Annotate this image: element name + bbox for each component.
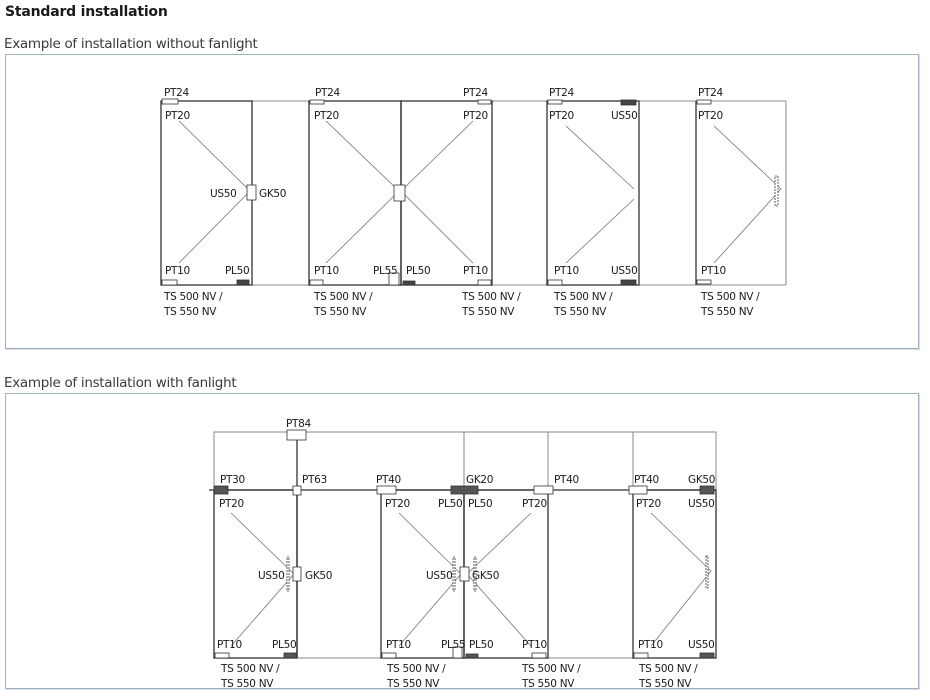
- section-heading-without-fanlight: Example of installation without fanlight: [4, 36, 258, 52]
- svg-text:TS 550 NV: TS 550 NV: [639, 678, 692, 688]
- svg-text:PT24: PT24: [315, 87, 340, 99]
- svg-text:PT10: PT10: [314, 265, 339, 277]
- svg-text:TS 500 NV /: TS 500 NV /: [387, 663, 446, 675]
- svg-text:PT24: PT24: [698, 87, 723, 99]
- svg-text:PT10: PT10: [165, 265, 190, 277]
- svg-text:PT10: PT10: [386, 639, 411, 651]
- svg-text:PT20: PT20: [385, 498, 410, 510]
- svg-text:PT84: PT84: [286, 418, 311, 430]
- svg-text:PT40: PT40: [376, 474, 401, 486]
- svg-text:PT24: PT24: [164, 87, 189, 99]
- svg-text:PL50: PL50: [225, 265, 250, 277]
- svg-text:PL50: PL50: [406, 265, 431, 277]
- svg-text:PT10: PT10: [701, 265, 726, 277]
- svg-text:PT10: PT10: [554, 265, 579, 277]
- svg-text:TS 500 NV /: TS 500 NV /: [314, 291, 373, 303]
- svg-text:PT10: PT10: [638, 639, 663, 651]
- svg-text:PL50: PL50: [438, 498, 463, 510]
- svg-text:GK50: GK50: [259, 188, 287, 200]
- svg-text:US50: US50: [258, 570, 285, 582]
- svg-text:PL50: PL50: [468, 498, 493, 510]
- svg-text:PT20: PT20: [698, 110, 723, 122]
- svg-text:PT20: PT20: [219, 498, 244, 510]
- svg-text:GK20: GK20: [466, 474, 494, 486]
- door-diagram-with-fanlight: [6, 394, 918, 688]
- svg-text:PT20: PT20: [522, 498, 547, 510]
- svg-text:US50: US50: [426, 570, 453, 582]
- svg-text:TS 500 NV /: TS 500 NV /: [701, 291, 760, 303]
- svg-text:US50: US50: [611, 265, 638, 277]
- svg-text:PT24: PT24: [549, 87, 574, 99]
- svg-text:PT24: PT24: [463, 87, 488, 99]
- svg-text:TS 550 NV: TS 550 NV: [164, 306, 217, 318]
- svg-text:TS 550 NV: TS 550 NV: [221, 678, 274, 688]
- svg-text:TS 550 NV: TS 550 NV: [387, 678, 440, 688]
- svg-text:TS 550 NV: TS 550 NV: [314, 306, 367, 318]
- svg-text:GK50: GK50: [472, 570, 500, 582]
- svg-text:PT40: PT40: [554, 474, 579, 486]
- svg-text:PT20: PT20: [463, 110, 488, 122]
- diagram-panel-without-fanlight: [5, 54, 919, 349]
- page-title: Standard installation: [5, 4, 168, 20]
- svg-text:TS 500 NV /: TS 500 NV /: [164, 291, 223, 303]
- svg-text:PT10: PT10: [522, 639, 547, 651]
- diagram-panel-with-fanlight: [5, 393, 919, 689]
- svg-text:TS 550 NV: TS 550 NV: [701, 306, 754, 318]
- svg-text:TS 500 NV /: TS 500 NV /: [522, 663, 581, 675]
- svg-text:TS 500 NV /: TS 500 NV /: [462, 291, 521, 303]
- svg-text:PT10: PT10: [217, 639, 242, 651]
- svg-text:PL50: PL50: [469, 639, 494, 651]
- svg-text:TS 550 NV: TS 550 NV: [522, 678, 575, 688]
- svg-text:PL55: PL55: [441, 639, 466, 651]
- svg-text:TS 500 NV /: TS 500 NV /: [554, 291, 613, 303]
- svg-text:PT10: PT10: [463, 265, 488, 277]
- svg-text:GK50: GK50: [688, 474, 716, 486]
- svg-text:PT40: PT40: [634, 474, 659, 486]
- svg-text:GK50: GK50: [305, 570, 333, 582]
- svg-text:TS 500 NV /: TS 500 NV /: [639, 663, 698, 675]
- svg-text:PT30: PT30: [220, 474, 245, 486]
- section-heading-with-fanlight: Example of installation with fanlight: [4, 375, 237, 391]
- svg-text:US50: US50: [611, 110, 638, 122]
- svg-text:PT20: PT20: [314, 110, 339, 122]
- svg-text:PT20: PT20: [165, 110, 190, 122]
- svg-text:PL50: PL50: [272, 639, 297, 651]
- svg-text:US50: US50: [688, 498, 715, 510]
- svg-text:PL55: PL55: [373, 265, 398, 277]
- svg-text:TS 550 NV: TS 550 NV: [554, 306, 607, 318]
- svg-text:US50: US50: [688, 639, 715, 651]
- svg-text:PT20: PT20: [636, 498, 661, 510]
- svg-text:TS 500 NV /: TS 500 NV /: [221, 663, 280, 675]
- door-diagram-without-fanlight: [6, 55, 918, 348]
- svg-text:PT63: PT63: [302, 474, 327, 486]
- svg-text:TS 550 NV: TS 550 NV: [462, 306, 515, 318]
- svg-text:US50: US50: [210, 188, 237, 200]
- svg-text:PT20: PT20: [549, 110, 574, 122]
